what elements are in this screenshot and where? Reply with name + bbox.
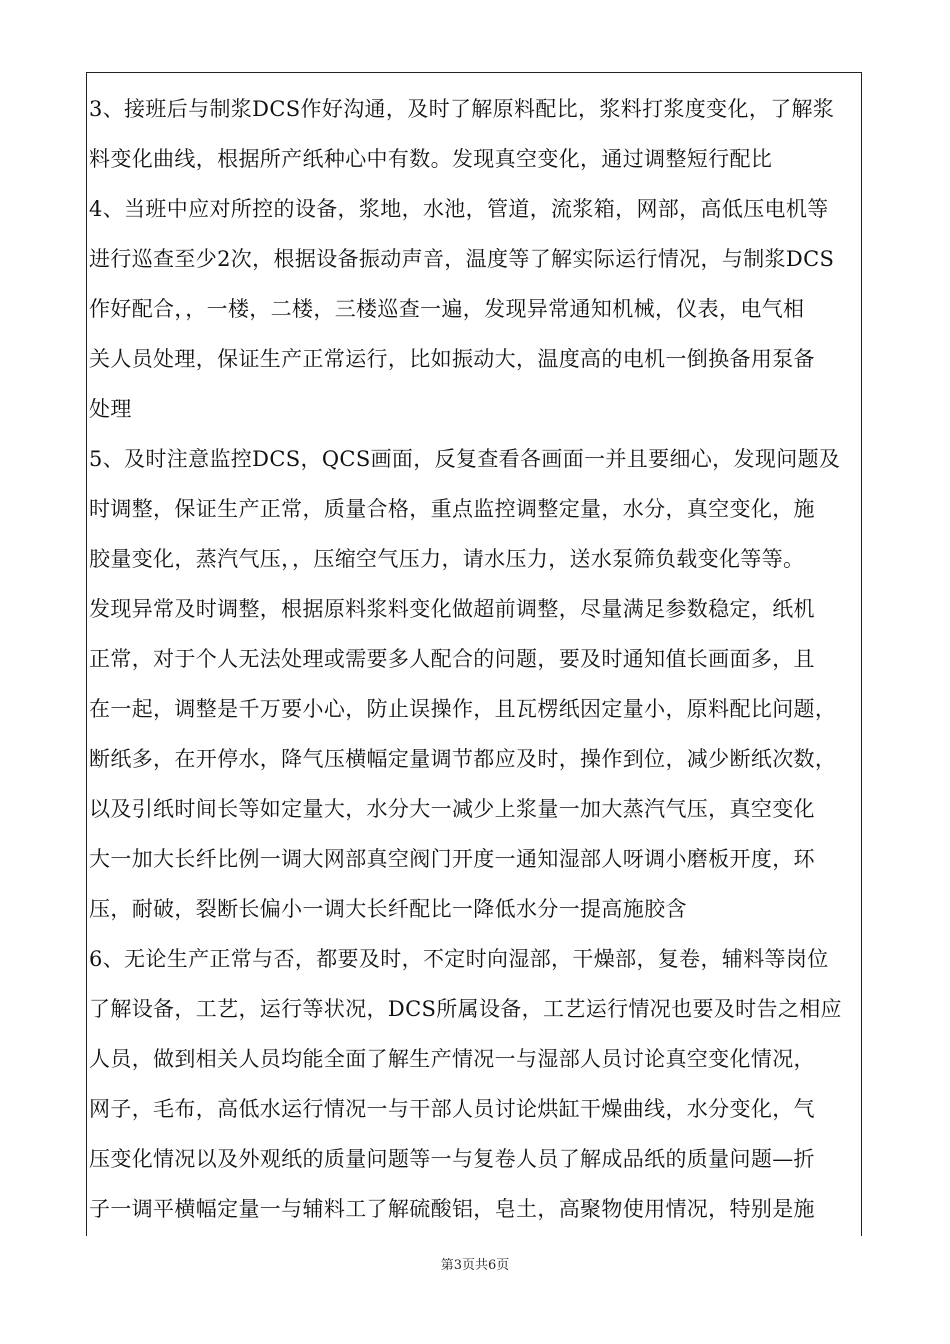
text-line: 处理 [89, 397, 132, 421]
text-line: 断纸多，在开停水，降气压横幅定量调节都应及时，操作到位，减少断纸次数， [89, 747, 837, 771]
text-line: 6、无论生产正常与否，都要及时，不定时向湿部，干燥部，复卷，辅料等岗位 [89, 947, 829, 971]
text-line: 正常，对于个人无法处理或需要多人配合的问题，要及时通知值长画面多，且 [89, 647, 815, 671]
text-line: 大一加大长纤比例一调大网部真空阀门开度一通知湿部人呀调小磨板开度，环 [89, 847, 815, 871]
text-line: 关人员处理，保证生产正常运行，比如振动大，温度高的电机一倒换备用泵备 [89, 347, 815, 371]
text-line: 作好配合，，一楼，二楼，三楼巡查一遍，发现异常通知机械，仪表，电气相 [89, 297, 805, 321]
text-line: 料变化曲线，根据所产纸种心中有数。发现真空变化，通过调整短行配比 [89, 147, 773, 171]
text-line: 4、当班中应对所控的设备，浆地，水池，管道，流浆箱，网部，高低压电机等 [89, 197, 829, 221]
page-number-footer: 第3页共6页 [440, 1258, 510, 1273]
text-line: 3、接班后与制浆DCS作好沟通，及时了解原料配比，浆料打浆度变化，了解浆 [89, 97, 835, 121]
document-frame [86, 72, 862, 1236]
text-line: 压，耐破，裂断长偏小一调大长纤配比一降低水分一提高施胶含 [89, 897, 687, 921]
text-line: 人员，做到相关人员均能全面了解生产情况一与湿部人员讨论真空变化情况， [89, 1047, 815, 1071]
text-line: 压变化情况以及外观纸的质量问题等一与复卷人员了解成品纸的质量问题—折 [89, 1147, 815, 1171]
text-line: 网子，毛布，高低水运行情况一与干部人员讨论烘缸干燥曲线，水分变化，气 [89, 1097, 815, 1121]
text-line: 在一起，调整是千万要小心，防止误操作，且瓦楞纸因定量小，原料配比问题， [89, 697, 837, 721]
text-line: 胶量变化，蒸汽气压，，压缩空气压力，请水压力，送水泵筛负载变化等等。 [89, 547, 805, 571]
text-line: 5、及时注意监控DCS，QCS画面，反复查看各画面一并且要细心，发现问题及 [89, 447, 841, 471]
text-line: 了解设备，工艺，运行等状况，DCS所属设备，工艺运行情况也要及时告之相应 [89, 997, 842, 1021]
text-line: 以及引纸时间长等如定量大，水分大一减少上浆量一加大蒸汽气压，真空变化 [89, 797, 815, 821]
text-line: 时调整，保证生产正常，质量合格，重点监控调整定量，水分，真空变化，施 [89, 497, 815, 521]
text-line: 发现异常及时调整，根据原料浆料变化做超前调整，尽量满足参数稳定，纸机 [89, 597, 815, 621]
text-line: 进行巡查至少2次，根据设备振动声音，温度等了解实际运行情况，与制浆DCS [89, 247, 835, 271]
text-line: 子一调平横幅定量一与辅料工了解硫酸铝，皂土，高聚物使用情况，特别是施 [89, 1197, 815, 1221]
